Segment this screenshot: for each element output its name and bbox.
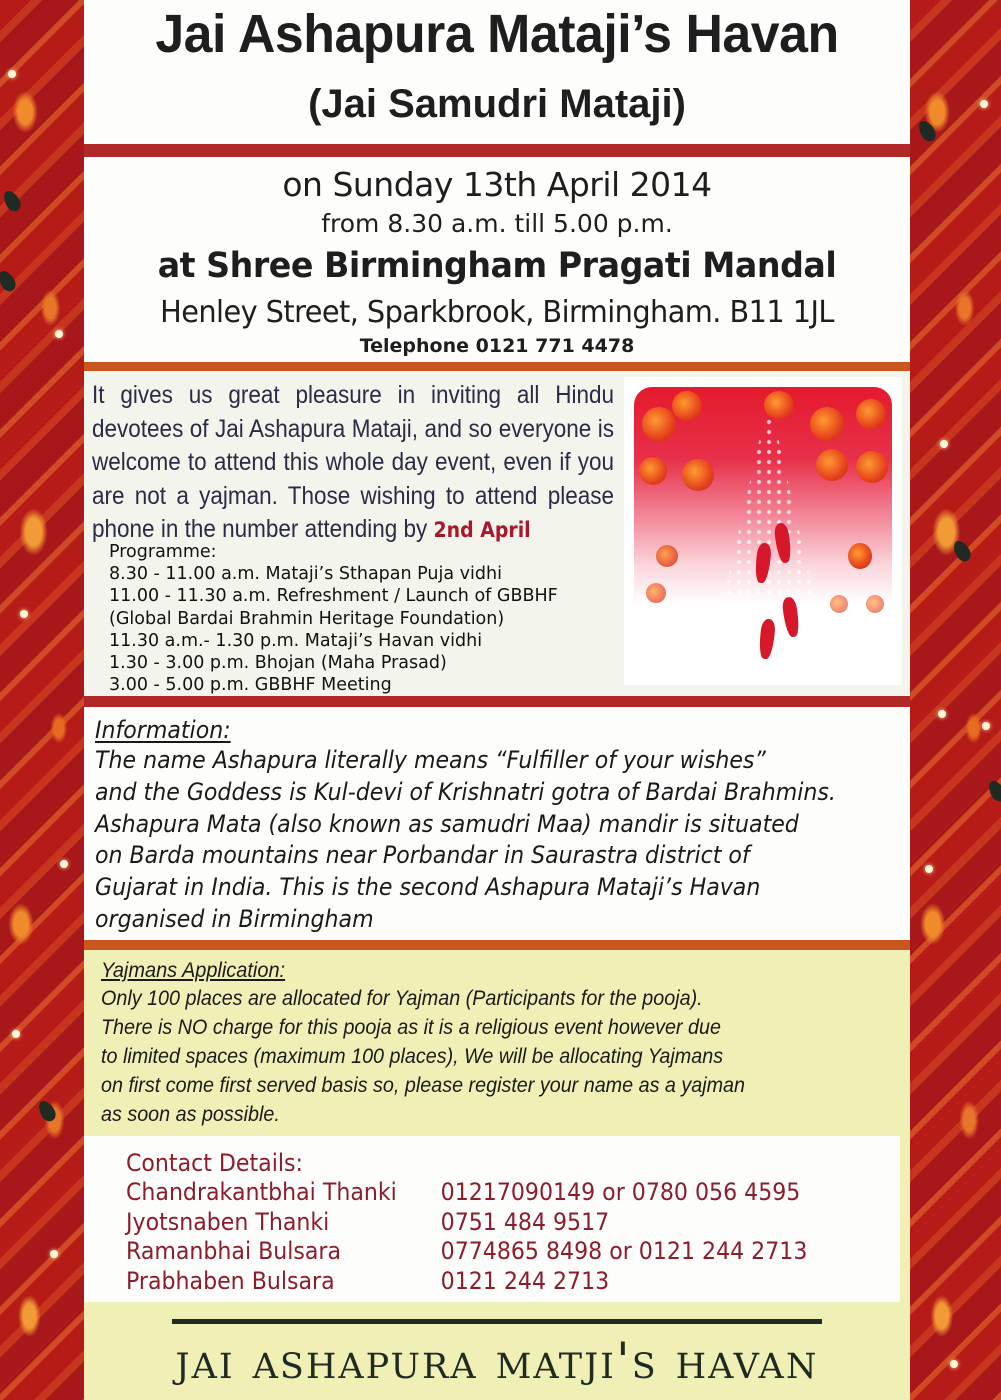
flower-icon	[810, 407, 844, 441]
page-subtitle: (Jai Samudri Mataji)	[308, 82, 686, 126]
contact-name: Chandrakantbhai Thanki	[126, 1178, 397, 1206]
information-line: organised in Birmingham	[95, 904, 374, 933]
sequin-dot	[950, 1360, 958, 1368]
contact-phone: 0121 244 2713	[440, 1266, 610, 1295]
event-time: from 8.30 a.m. till 5.00 p.m.	[321, 209, 673, 238]
paisley-dark-spot	[915, 118, 938, 144]
flower-icon	[764, 391, 794, 419]
flower-icon	[856, 451, 888, 483]
paisley-dark-spot	[35, 1098, 58, 1124]
left-paisley-border	[0, 0, 84, 1400]
page-title: Jai Ashapura Mataji’s Havan	[155, 4, 839, 64]
footprints-image	[624, 377, 902, 685]
paisley-dark-spot	[985, 778, 1001, 804]
flower-icon	[856, 399, 886, 429]
contact-row	[126, 1267, 838, 1297]
flower-icon	[656, 545, 678, 567]
footprint-icon	[758, 618, 776, 659]
sequin-dot	[925, 865, 933, 873]
flower-icon	[866, 595, 884, 613]
invitation-body: It gives us great pleasure in inviting all Hindu devotees of Jai Ashapura Mataji, and so everyone is welcome to attend this whole day event, even if you are not a yajman. Those wishing to attend please phone in the number attending by	[92, 381, 614, 543]
paisley-dark-spot	[950, 538, 973, 564]
programme-heading: Programme:	[109, 542, 217, 562]
invitation-text	[92, 379, 614, 548]
programme-list	[109, 541, 558, 696]
title-panel	[84, 0, 910, 144]
paisley-dark-spot	[0, 188, 23, 214]
divider	[84, 940, 910, 950]
sequin-dot	[8, 70, 16, 78]
sequin-dot	[50, 1250, 58, 1258]
contact-details	[84, 1136, 900, 1302]
flower-icon	[642, 407, 676, 441]
footer-banner	[84, 1303, 910, 1400]
right-paisley-border	[910, 0, 1001, 1400]
contact-phone: 0751 484 9517	[440, 1207, 610, 1236]
contact-row	[126, 1208, 838, 1238]
contact-panel	[84, 1136, 910, 1303]
programme-item: 3.00 - 5.00 p.m. GBBHF Meeting	[109, 675, 392, 696]
information-line: and the Goddess is Kul-devi of Krishnatri gotra of Bardai Brahmins.	[95, 777, 836, 806]
flower-icon	[848, 543, 872, 569]
flower-icon	[672, 391, 702, 421]
yajmans-heading: Yajmans Application:	[101, 959, 286, 982]
rsvp-deadline: 2nd April	[433, 518, 531, 542]
yajmans-panel	[84, 950, 910, 1136]
flower-icon	[682, 459, 714, 491]
contact-name: Jyotsnaben Thanki	[126, 1207, 330, 1236]
information-line: on Barda mountains near Porbandar in Saurastra district of	[95, 841, 750, 870]
sequin-dot	[940, 440, 948, 448]
event-date: on Sunday 13th April 2014	[282, 165, 712, 204]
sequin-dot	[938, 710, 946, 718]
yajmans-line: to limited spaces (maximum 100 places), We will be allocating Yajmans	[101, 1045, 724, 1068]
yajmans-line: Only 100 places are allocated for Yajman (Participants for the pooja).	[101, 987, 703, 1010]
sequin-dot	[980, 100, 988, 108]
sequin-dot	[55, 330, 63, 338]
flower-icon	[639, 457, 667, 485]
information-body	[95, 745, 905, 936]
contact-row	[126, 1178, 838, 1208]
divider	[84, 696, 910, 707]
information-line: Gujarat in India. This is the second Ashapura Mataji’s Havan	[95, 873, 761, 902]
divider	[84, 362, 910, 371]
flower-icon	[816, 449, 848, 481]
sequin-dot	[60, 860, 68, 868]
sequin-dot	[982, 722, 990, 730]
programme-item: 8.30 - 11.00 a.m. Mataji’s Sthapan Puja vidhi	[109, 564, 502, 585]
contact-heading: Contact Details:	[126, 1149, 303, 1177]
venue-telephone: Telephone 0121 771 4478	[359, 335, 635, 357]
contact-name: Prabhaben Bulsara	[126, 1266, 335, 1295]
information-heading: Information:	[95, 716, 231, 744]
invitation-panel	[84, 371, 910, 696]
programme-item: 1.30 - 3.00 p.m. Bhojan (Maha Prasad)	[109, 653, 447, 674]
event-venue: at Shree Birmingham Pragati Mandal	[157, 246, 837, 286]
sequin-dot	[20, 610, 28, 618]
flower-icon	[646, 583, 666, 603]
programme-item: 11.00 - 11.30 a.m. Refreshment / Launch of GBBHF	[109, 586, 558, 607]
flower-icon	[830, 595, 848, 613]
contact-row	[126, 1237, 838, 1267]
contact-phone: 01217090149 or 0780 056 4595	[440, 1178, 801, 1206]
information-line: Ashapura Mata (also known as samudri Maa) mandir is situated	[95, 809, 799, 838]
contact-name: Ramanbhai Bulsara	[126, 1237, 342, 1265]
footprints-illustration	[634, 387, 892, 677]
contact-phone: 0774865 8498 or 0121 244 2713	[440, 1237, 808, 1265]
yajmans-line: as soon as possible.	[101, 1103, 280, 1126]
yajmans-body	[101, 984, 891, 1129]
paisley-dark-spot	[0, 268, 19, 294]
event-details-panel	[84, 157, 910, 362]
programme-item: 11.30 a.m.- 1.30 p.m. Mataji’s Havan vidhi	[109, 630, 483, 651]
programme-item: (Global Bardai Brahmin Heritage Foundation)	[109, 608, 505, 629]
yajmans-line: on first come first served basis so, please register your name as a yajman	[101, 1074, 746, 1097]
divider	[84, 144, 910, 157]
footer-title: jai ashapura matji's havan	[172, 1319, 823, 1398]
event-address: Henley Street, Sparkbrook, Birmingham. B11 1JL	[160, 295, 834, 330]
footprint-icon	[781, 596, 800, 638]
sequin-dot	[12, 1030, 20, 1038]
yajmans-line: There is NO charge for this pooja as it is a religious event however due	[101, 1016, 721, 1039]
information-panel	[84, 707, 910, 940]
information-line: The name Ashapura literally means “Fulfiller of your wishes”	[95, 746, 766, 774]
